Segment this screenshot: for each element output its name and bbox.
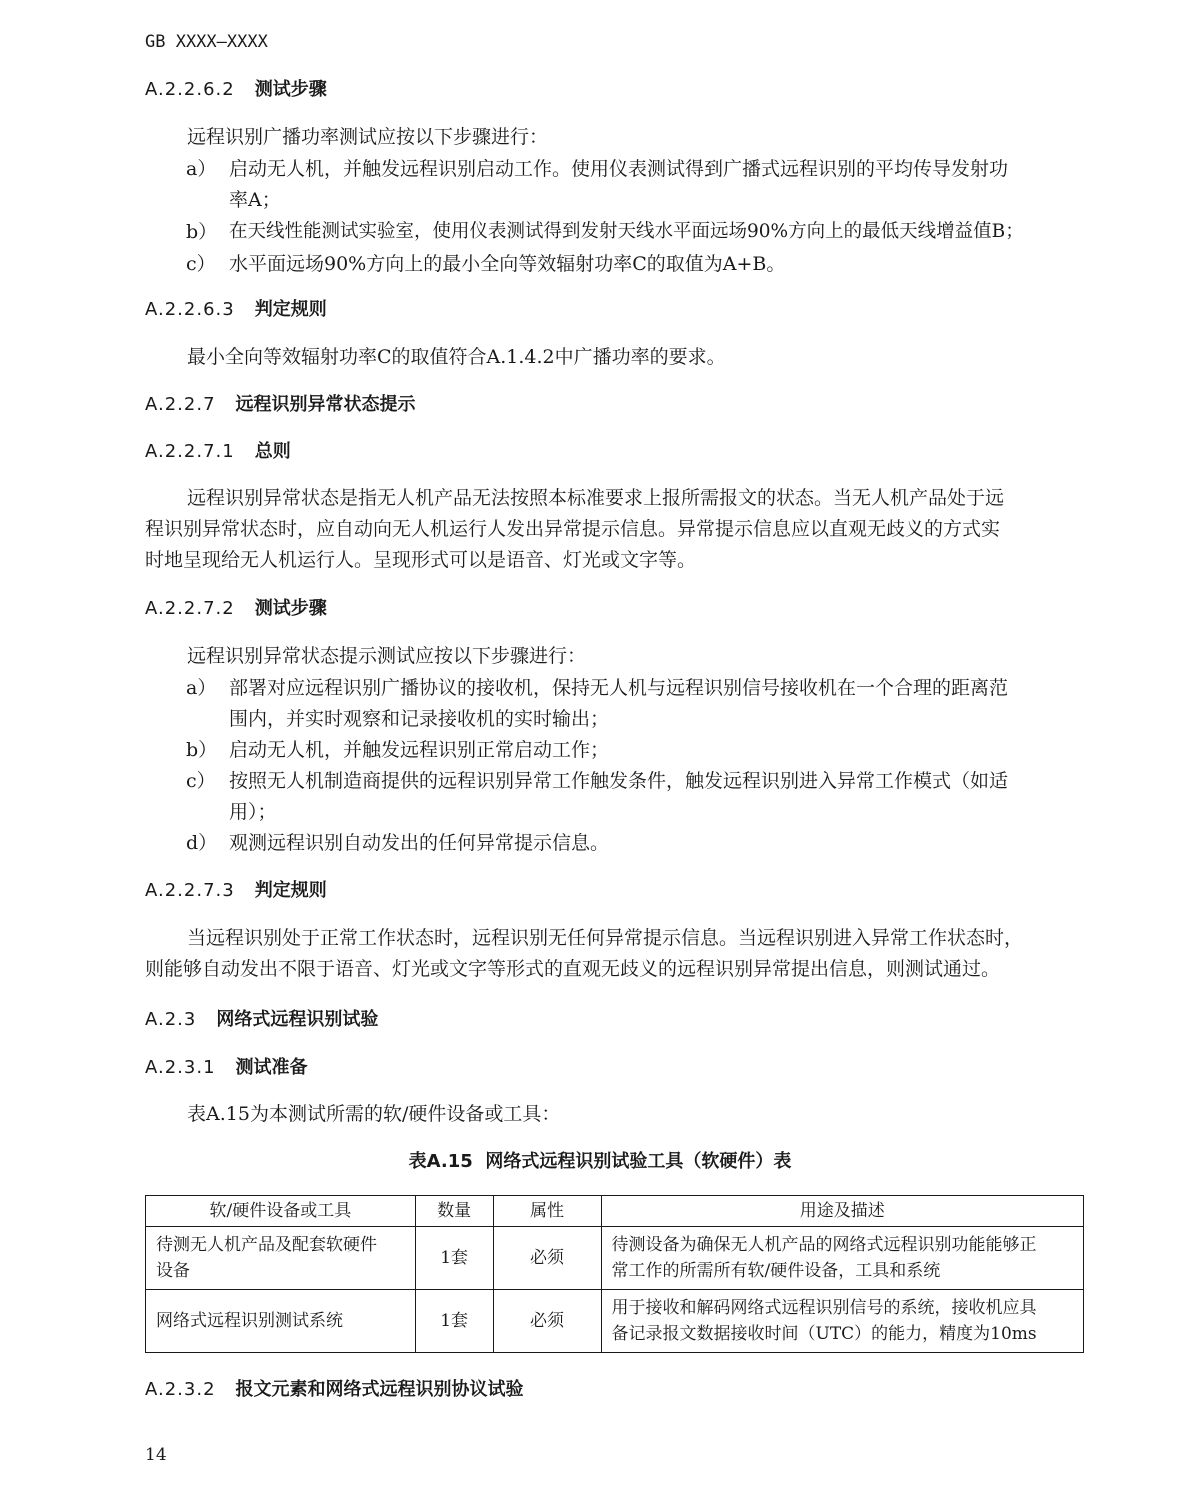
list-item-marker: c） (186, 770, 216, 792)
column-header: 数量 (415, 1196, 493, 1227)
section-title: 测试步骤 (254, 598, 327, 619)
section-number: A.2.2.7 (145, 394, 216, 415)
cell-line: 网络式远程识别测试系统 (156, 1311, 343, 1331)
standard-code-header: GB XXXX—XXXX (145, 32, 268, 52)
table-row (146, 1290, 1084, 1353)
attribute-cell: 必须 (493, 1227, 601, 1290)
list-item-text: 率A； (229, 189, 281, 211)
section-heading-a223 (145, 1008, 378, 1032)
section-number: A.2.2.6.2 (145, 79, 235, 100)
paragraph-intro-a22262: 远程识别广播功率测试应按以下步骤进行： (187, 126, 549, 148)
tool-cell (146, 1290, 416, 1353)
section-heading-a22273 (145, 879, 327, 903)
paragraph-a2231: 表A.15为本测试所需的软/硬件设备或工具： (187, 1103, 561, 1125)
tool-cell (146, 1227, 416, 1290)
table-row (146, 1227, 1084, 1290)
list-item-marker: a） (186, 677, 217, 699)
section-heading-a22262 (145, 78, 327, 102)
section-number: A.2.2.7.2 (145, 598, 235, 619)
column-header: 用途及描述 (601, 1196, 1084, 1227)
list-item-marker: c） (186, 253, 216, 275)
attribute-cell: 必须 (493, 1290, 601, 1353)
list-item-text: 启动无人机，并触发远程识别正常启动工作； (229, 739, 610, 761)
paragraph-a22263: 最小全向等效辐射功率C的取值符合A.1.4.2中广播功率的要求。 (187, 346, 726, 368)
section-title: 网络式远程识别试验 (216, 1009, 379, 1030)
cell-line: 设备 (156, 1261, 190, 1281)
section-number: A.2.2.7.3 (145, 880, 235, 901)
list-item-marker: a） (186, 158, 217, 180)
quantity-cell: 1套 (415, 1227, 493, 1290)
list-item-text: 在天线性能测试实验室，使用仪表测试得到发射天线水平面远场90%方向上的最低天线增益值B； (229, 221, 1024, 242)
section-title: 测试准备 (235, 1057, 308, 1078)
section-number: A.2.3.1 (145, 1057, 216, 1078)
tools-table (145, 1195, 1084, 1353)
cell-line: 备记录报文数据接收时间（UTC）的能力，精度为10ms (611, 1324, 1037, 1344)
section-title: 判定规则 (254, 880, 327, 901)
section-heading-a22271 (145, 440, 291, 464)
section-number: A.2.3 (145, 1009, 197, 1030)
section-title: 报文元素和网络式远程识别协议试验 (235, 1379, 524, 1400)
description-cell (601, 1227, 1084, 1290)
section-heading-a22263 (145, 298, 327, 322)
cell-line: 用于接收和解码网络式远程识别信号的系统，接收机应具 (611, 1298, 1037, 1318)
column-header: 软/硬件设备或工具 (146, 1196, 416, 1227)
section-title: 总则 (254, 441, 291, 462)
paragraph-line: 则能够自动发出不限于语音、灯光或文字等形式的直观无歧义的远程识别异常提出信息，则测试通过。 (145, 958, 1001, 980)
list-item-marker: b） (186, 739, 218, 761)
section-number: A.2.2.6.3 (145, 299, 235, 320)
section-heading-a2227 (145, 393, 416, 417)
list-item-text: 启动无人机，并触发远程识别启动工作。使用仪表测试得到广播式远程识别的平均传导发射功 (229, 158, 1009, 180)
section-title: 远程识别异常状态提示 (235, 394, 416, 415)
column-header: 属性 (493, 1196, 601, 1227)
cell-line: 常工作的所需所有软/硬件设备，工具和系统 (611, 1261, 941, 1281)
paragraph-line: 程识别异常状态时，应自动向无人机运行人发出异常提示信息。异常提示信息应以直观无歧义的方式实 (145, 518, 1001, 540)
cell-line: 待测无人机产品及配套软硬件 (156, 1235, 377, 1255)
paragraph-line: 当远程识别处于正常工作状态时，远程识别无任何异常提示信息。当远程识别进入异常工作状态时， (187, 927, 1024, 949)
quantity-cell: 1套 (415, 1290, 493, 1353)
section-title: 判定规则 (254, 299, 327, 320)
table-caption: 表A.15 网络式远程识别试验工具（软硬件）表 (408, 1151, 792, 1172)
section-title: 测试步骤 (254, 79, 327, 100)
list-item-text: 按照无人机制造商提供的远程识别异常工作触发条件，触发远程识别进入异常工作模式（如适 (229, 770, 1009, 792)
list-item-text: 观测远程识别自动发出的任何异常提示信息。 (229, 832, 610, 854)
section-number: A.2.2.7.1 (145, 441, 235, 462)
section-heading-a2232 (145, 1378, 524, 1402)
table-header-row (146, 1196, 1084, 1227)
list-item-text: 水平面远场90%方向上的最小全向等效辐射功率C的取值为A+B。 (229, 253, 786, 275)
cell-line: 待测设备为确保无人机产品的网络式远程识别功能能够正 (611, 1235, 1037, 1255)
section-number: A.2.3.2 (145, 1379, 216, 1400)
list-item-text: 用）； (229, 801, 277, 823)
list-item-marker: d） (186, 832, 218, 854)
paragraph-intro-a22272: 远程识别异常状态提示测试应按以下步骤进行： (187, 645, 587, 667)
section-heading-a2231 (145, 1056, 308, 1080)
list-item-text: 围内，并实时观察和记录接收机的实时输出； (229, 708, 610, 730)
section-heading-a22272 (145, 597, 327, 621)
description-cell (601, 1290, 1084, 1353)
list-item-text: 部署对应远程识别广播协议的接收机，保持无人机与远程识别信号接收机在一个合理的距离范 (229, 677, 1009, 699)
paragraph-line: 远程识别异常状态是指无人机产品无法按照本标准要求上报所需报文的状态。当无人机产品处于远 (187, 487, 1005, 509)
list-item-marker: b） (186, 221, 218, 243)
paragraph-line: 时地呈现给无人机运行人。呈现形式可以是语音、灯光或文字等。 (145, 549, 697, 571)
page-number: 14 (145, 1445, 167, 1465)
